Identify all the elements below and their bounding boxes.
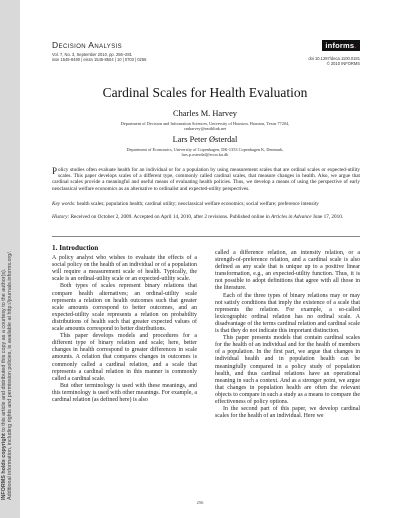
- right-column: [215, 250, 360, 420]
- section-divider: [52, 236, 360, 237]
- affiliation-text-2: Department of Economics, University of Copenhagen, DK-1353 Copenhagen K, Denmark,: [126, 147, 284, 152]
- body-paragraph: called a difference relation, an intensity relation, or a strength-of-preference relation, and a cardinal scale is also defined as any scale that is unique up to a positive linear transformation, e.g., an expected-utility function. Thus, it is not possible to adopt definitions that agree with all those in the literature.: [215, 250, 360, 292]
- body-paragraph: This paper presents models that contain cardinal scales for the health of an individual and for the health of members of a population. In the first part, we argue that changes in individual health and in population health can be meaningfully compared in a policy study of population health, and thus cardinal relations have an operational meaning in such a context. And as a stronger point, we argue that changes in population health are often the relevant objects to compare in such a study as a means to compare the effectiveness of policy options.: [215, 335, 360, 405]
- history: [52, 214, 360, 220]
- page-number: 256: [196, 500, 204, 505]
- abstract-dropcap: P: [52, 166, 58, 176]
- body-paragraph: In the second part of this paper, we develop cardinal scales for the health of an individual. Here we: [215, 406, 360, 420]
- copyright-notice-bold: INFORMS holds copyright: [1, 433, 7, 500]
- author-email-2: lars.p.osterdal@econ.ku.dk: [181, 152, 229, 158]
- history-end: June 17, 2010.: [311, 214, 344, 220]
- abstract: [52, 167, 360, 192]
- author-name-2: Lars Peter Østerdal: [172, 135, 238, 144]
- copyright-notice-line2: Additional information, including rights and permission policies, is available at http://journals.informs.org/.: [7, 250, 14, 500]
- body-paragraph: This paper develops models and procedures for a different type of binary relation and scale; here, better changes in health correspond to greater differences in scale amounts. A relation that compares changes in outcomes is commonly called a cardinal relation, and a scale that represents a cardinal relation in this manner is commonly called a cardinal scale.: [52, 333, 197, 382]
- history-text: Received on October 2, 2009. Accepted on April 14, 2010, after 2 revisions. Published online in: [69, 214, 271, 220]
- informs-logo-text: informs: [325, 41, 355, 50]
- journal-meta: [52, 52, 202, 62]
- copyright-notice-line1: to this article and distributed this copy as a courtesy to the author(s).: [1, 268, 7, 434]
- author-email-1: cmharvey@earthlink.net: [183, 126, 227, 132]
- issn-line: issn 1545-8490 | eissn 1545-8504 | 10 | 0703 | 0256: [52, 57, 147, 63]
- keywords: [52, 201, 360, 207]
- body-paragraph: Both types of scales represent binary relations that compare health alternatives; an ordinal-utility scale represents a relation on health outcomes such that greater scale amounts correspond to better outcomes, and an expected-utility scale represents a relation on probability distributions of health such that greater expected values of scale amounts correspond to better distributions.: [52, 283, 197, 333]
- informs-logo: informs.: [322, 40, 360, 51]
- keywords-label: Key words:: [52, 201, 76, 207]
- body-paragraph: A policy analyst who wishes to evaluate the effects of a social policy on the health of an individual or of a population will require a measurement scale of health. Typically, the scale is an ordinal-utility scale or an expected-utility scale.: [52, 255, 197, 283]
- section-heading: 1. Introduction: [52, 244, 99, 252]
- copyright-line: © 2010 INFORMS: [326, 61, 360, 67]
- volume-line: Vol. 7, No. 3, September 2010, pp. 256–281: [52, 52, 132, 57]
- copyright-notice: [1, 60, 19, 500]
- author-affiliation-2: [40, 147, 370, 158]
- affiliation-text-1: Department of Decision and Information Sciences, University of Houston, Houston, Texas 77204,: [120, 121, 290, 126]
- abstract-text: olicy studies often evaluate health for an individual or for a population by using measurement scales that are ordinal scales or expected-utility scales. This paper develops scales of a different type, commonly called cardinal scales, that measure changes in health. Also, we argue that cardinal scales provide a meaningful and useful means of evaluating health policies. Thus, we develop a means of using the perspective of early neoclassical welfare economics as an alternative to ordinalist and expected-utility perspectives.: [52, 167, 360, 192]
- keywords-text: health scales; population health; cardinal utility; neoclassical welfare economics; social welfare; preference intensity: [75, 201, 319, 207]
- left-column: [52, 245, 197, 404]
- journal-name: Decision Analysis: [52, 40, 123, 50]
- doi-line: doi 10.1287/deca.1100.0181: [308, 56, 360, 61]
- article-title: Cardinal Scales for Health Evaluation: [102, 85, 308, 100]
- history-italic: Articles in Advance: [271, 214, 312, 220]
- body-paragraph: But other terminology is used with these meanings, and this terminology is used with other meanings. For example, a cardinal relation (as defined here) is also: [52, 382, 197, 403]
- author-name-1: Charles M. Harvey: [173, 109, 237, 118]
- history-label: History:: [52, 214, 70, 220]
- copyright-sidebar: [0, 0, 20, 518]
- author-affiliation-1: [40, 121, 370, 132]
- body-paragraph: Each of the three types of binary relations may or may not satisfy conditions that imply the existence of a scale that represents the relation. For example, a so-called lexicographic ordinal relation has no ordinal scale. A disadvantage of the terms cardinal relation and cardinal scale is that they do not indicate this important distinction.: [215, 292, 360, 335]
- doi-meta: [286, 56, 360, 66]
